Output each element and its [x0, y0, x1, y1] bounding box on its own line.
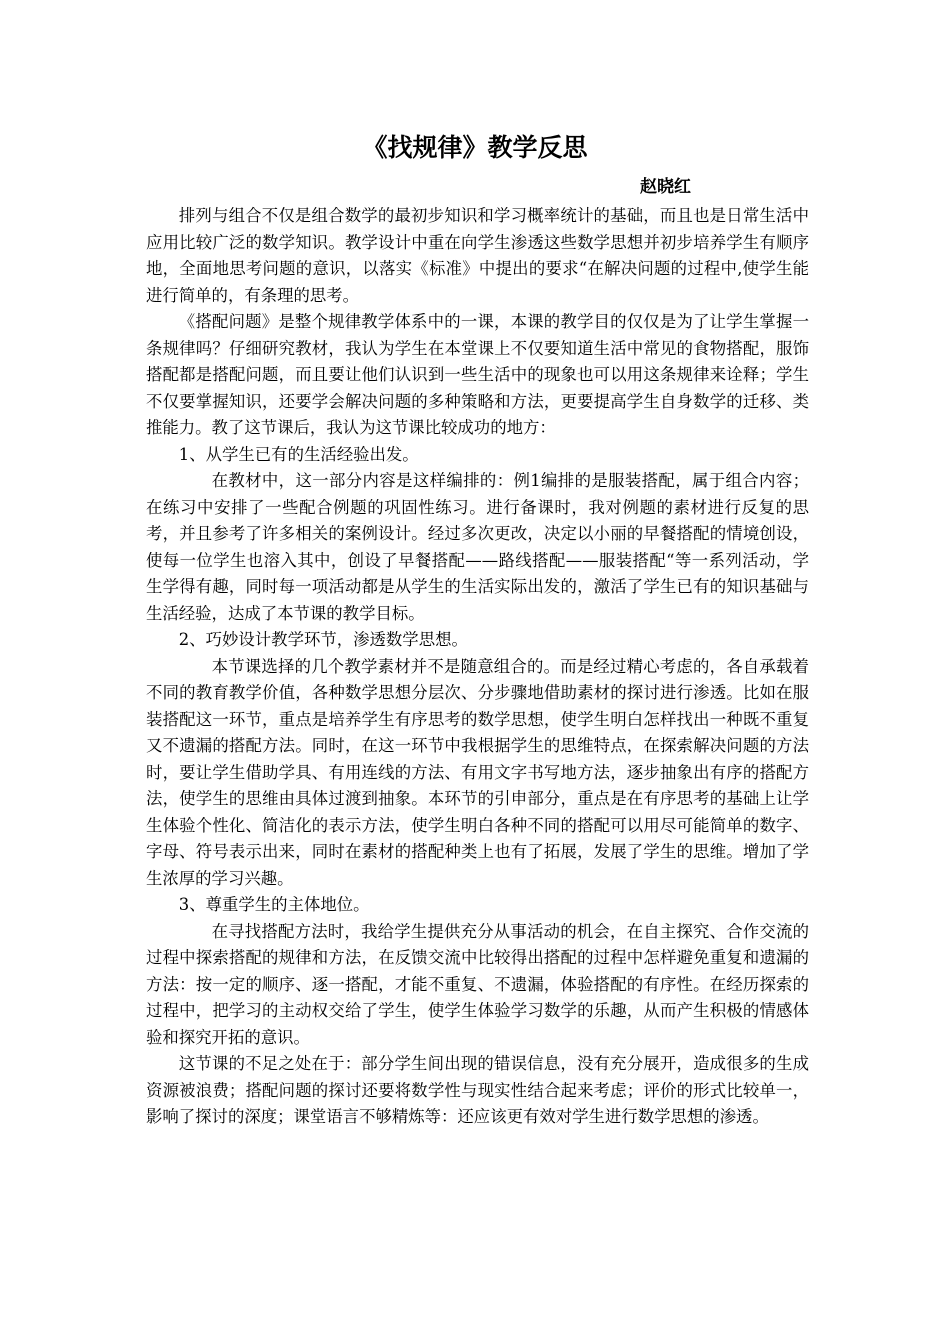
author-name: 赵晓红: [640, 177, 691, 197]
section-heading-3: 3、尊重学生的主体地位。: [178, 895, 370, 914]
paragraph-section-1: 在教材中，这一部分内容是这样编排的：例1编排的是服装搭配，属于组合内容；在练习中安排了一些配合例题的巩固性练习。进行备课时，我对例题的素材进行反复的思考，并且参考了许多相关的案例设计。经过多次更改，决定以小丽的早餐搭配的情境创设，使每一位学生也溶入其中，创设了早餐搭配——路线搭配——服装搭配“等一系列活动，学生学得有趣，同时每一项活动都是从学生的生活实际出发的，激活了学生已有的知识基础与生活经验，达成了本节课的教学目标。: [146, 471, 809, 623]
document-body: [146, 203, 809, 1131]
section-heading-2: 2、巧妙设计教学环节，渗透数学思想。: [178, 630, 468, 649]
section-heading-1: 1、从学生已有的生活经验出发。: [178, 444, 419, 464]
paragraph-shortcomings: 这节课的不足之处在于：部分学生间出现的错误信息，没有充分展开，造成很多的生成资源被浪费；搭配问题的探讨还要将数学性与现实性结合起来考虑；评价的形式比较单一，影响了探讨的深度；课堂语言不够精炼等：还应该更有效对学生进行数学思想的渗透。: [146, 1054, 809, 1126]
paragraph-section-3: 在寻找搭配方法时，我给学生提供充分从事活动的机会，在自主探究、合作交流的过程中探索搭配的规律和方法，在反馈交流中比较得出搭配的过程中怎样避免重复和遗漏的方法：按一定的顺序、逐一搭配，才能不重复、不遗漏，体验搭配的有序性。在经历探索的过程中，把学习的主动权交给了学生，使学生体验学习数学的乐趣，从而产生积极的情感体验和探究开拓的意识。: [146, 921, 809, 1047]
paragraph-lesson-purpose: 《搭配问题》是整个规律教学体系中的一课，本课的教学目的仅仅是为了让学生掌握一条规律吗？仔细研究教材，我认为学生在本堂课上不仅要知道生活中常见的食物搭配，服饰搭配都是搭配问题，而且要让他们认识到一些生活中的现象也可以用这条规律来诠释；学生不仅要掌握知识，还要学会解决问题的多种策略和方法，更要提高学生自身数学的迁移、类推能力。教了这节课后，我认为这节课比较成功的地方：: [146, 312, 809, 437]
paragraph-intro: 排列与组合不仅是组合数学的最初步知识和学习概率统计的基础，而且也是日常生活中应用比较广泛的数学知识。教学设计中重在向学生渗透这些数学思想并初步培养学生有顺序地，全面地思考问题的意识，以落实《标准》中提出的要求“在解决问题的过程中,使学生能进行简单的，有条理的思考。: [146, 206, 809, 305]
paragraph-section-2: 本节课选择的几个教学素材并不是随意组合的。而是经过精心考虑的，各自承载着不同的教育教学价值，各种数学思想分层次、分步骤地借助素材的探讨进行渗透。比如在服装搭配这一环节，重点是培养学生有序思考的数学思想，使学生明白怎样找出一种既不重复又不遗漏的搭配方法。同时，在这一环节中我根据学生的思维特点，在探索解决问题的方法时，要让学生借助学具、有用连线的方法、有用文字书写地方法，逐步抽象出有序的搭配方法，使学生的思维由具体过渡到抽象。本环节的引申部分，重点是在有序思考的基础上让学生体验个性化、简洁化的表示方法，使学生明白各种不同的搭配可以用尽可能简单的数字、字母、符号表示出来，同时在素材的搭配种类上也有了拓展，发展了学生的思维。增加了学生浓厚的学习兴趣。: [146, 656, 809, 888]
document-title: 《找规律》教学反思: [362, 133, 588, 162]
